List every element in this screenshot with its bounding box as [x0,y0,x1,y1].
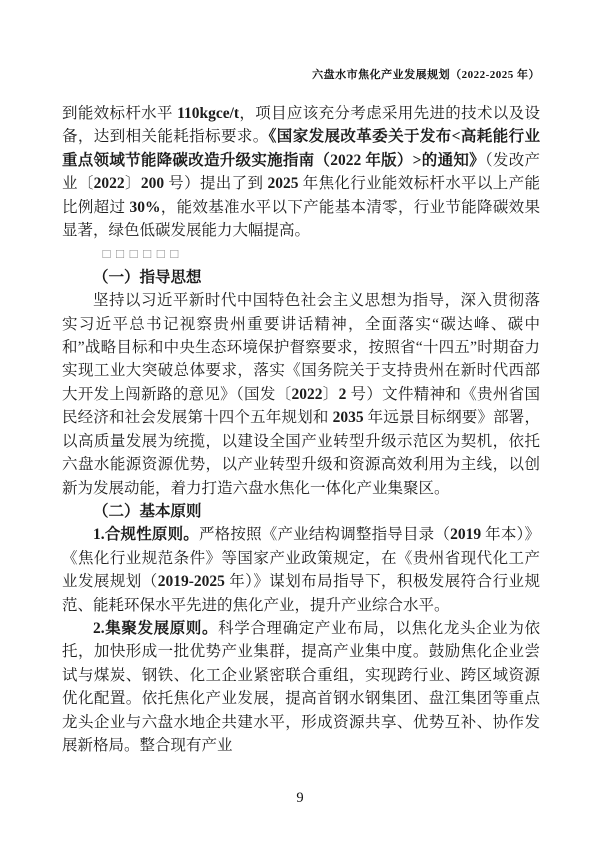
body-paragraph [62,102,540,242]
text-run: 科学合理确定产业布局，以焦化龙头企业为依托，加快形成一批优势产业集群，提高产业集中度。鼓励焦化企业尝试与煤炭、钢铁、化工企业紧密联合重组，实现跨行业、跨区域资源优化配置。依托焦化产业发展，提高首钢水钢集团、盘江集团等重点龙头企业与六盘水地企共建水平，形成资源共享、优势互补、协作发展新格局。整合现有产业 [62,619,540,754]
bold-text-run: 30% [129,198,161,216]
page-number: 9 [296,790,304,806]
section-heading [62,266,540,289]
bold-text-run: 110kgce/t [177,105,240,122]
page-header [62,66,540,82]
bold-text-run: 2019-2025 [157,573,225,591]
text-run: ，能效基准水平以下产能基本清零，行业节能降碳效果显著，绿色低碳发展能力大幅提高。 [62,198,540,240]
section-heading [62,500,540,523]
bold-text-run: 200 [140,175,165,193]
bold-text-run: （二）基本原则 [93,502,202,520]
text-run: 号）文件精神和《贵州省国民经济和社会发展第十四个五年规划和 [62,385,540,427]
text-run: 年本）》《焦化行业规范条件》等国家产业政策规定，在《贵州省现代化工产业发展规划（ [62,526,540,591]
bold-text-run: 1.合规性原则。 [93,526,199,544]
text-run: 年）》谋划布局指导下，积极发展符合行业规范、能耗环保水平先进的焦化产业，提升产业综合水平。 [62,573,540,614]
text-run: 到能效标杆水平 [62,105,178,122]
placeholder-boxes [62,242,540,265]
bold-text-run: 2035 [332,409,364,427]
bold-text-run: 2025 [267,175,299,193]
bold-text-run: 2.集聚发展原则。 [93,619,219,637]
bold-text-run: （一）指导思想 [93,268,202,286]
body-paragraph [62,523,540,617]
text-run: ，项目应该充分考虑采用先进的技术以及设备，达到相关能耗指标要求。 [62,105,540,146]
body-paragraph [62,289,540,500]
bold-text-run: 2019 [450,526,482,544]
text-run: 年焦化行业能效标杆水平以上产能比例超过 [62,175,540,216]
text-run: 〕 [322,385,339,403]
text-run: 坚持以习近平新时代中国特色社会主义思想为指导，深入贯彻落实习近平总书记视察贵州重要讲话精神，全面落实“碳达峰、碳中和”战略目标和中央生态环境保护督察要求，按照省“十四五”时期奋力实现工业大突破总体要求，落实《国务院关于支持贵州在新时代西部大开发上闯新路的意见》（国发〔 [62,292,540,403]
page-footer [0,790,600,807]
document-body [62,102,540,757]
bold-text-run: 2022 [291,385,323,403]
header-title: 六盘水市焦化产业发展规划（2022-2025 年） [312,69,540,81]
text-run: □□□□□□ [102,246,184,262]
bold-text-run: 2022 [93,175,125,193]
bold-text-run: 《国家发展改革委关于发布<高耗能行业重点领域节能降碳改造升级实施指南（2022 年版）>的通知》 [62,128,540,169]
text-run: 严格按照《产业结构调整指导目录（ [198,526,451,544]
text-run: （发改产业〔 [62,151,540,193]
body-paragraph [62,617,540,757]
text-run: 年远景目标纲要》部署，以高质量发展为统揽，以建设全国产业转型升级示范区为契机，依托六盘水能源资源优势，以产业转型升级和资源高效利用为主线，以创新为发展动能，着力打造六盘水焦化一体化产业集聚区。 [62,409,540,497]
text-run: 〕 [124,175,141,193]
bold-text-run: 2 [338,385,347,403]
text-run: 号）提出了到 [164,175,268,193]
